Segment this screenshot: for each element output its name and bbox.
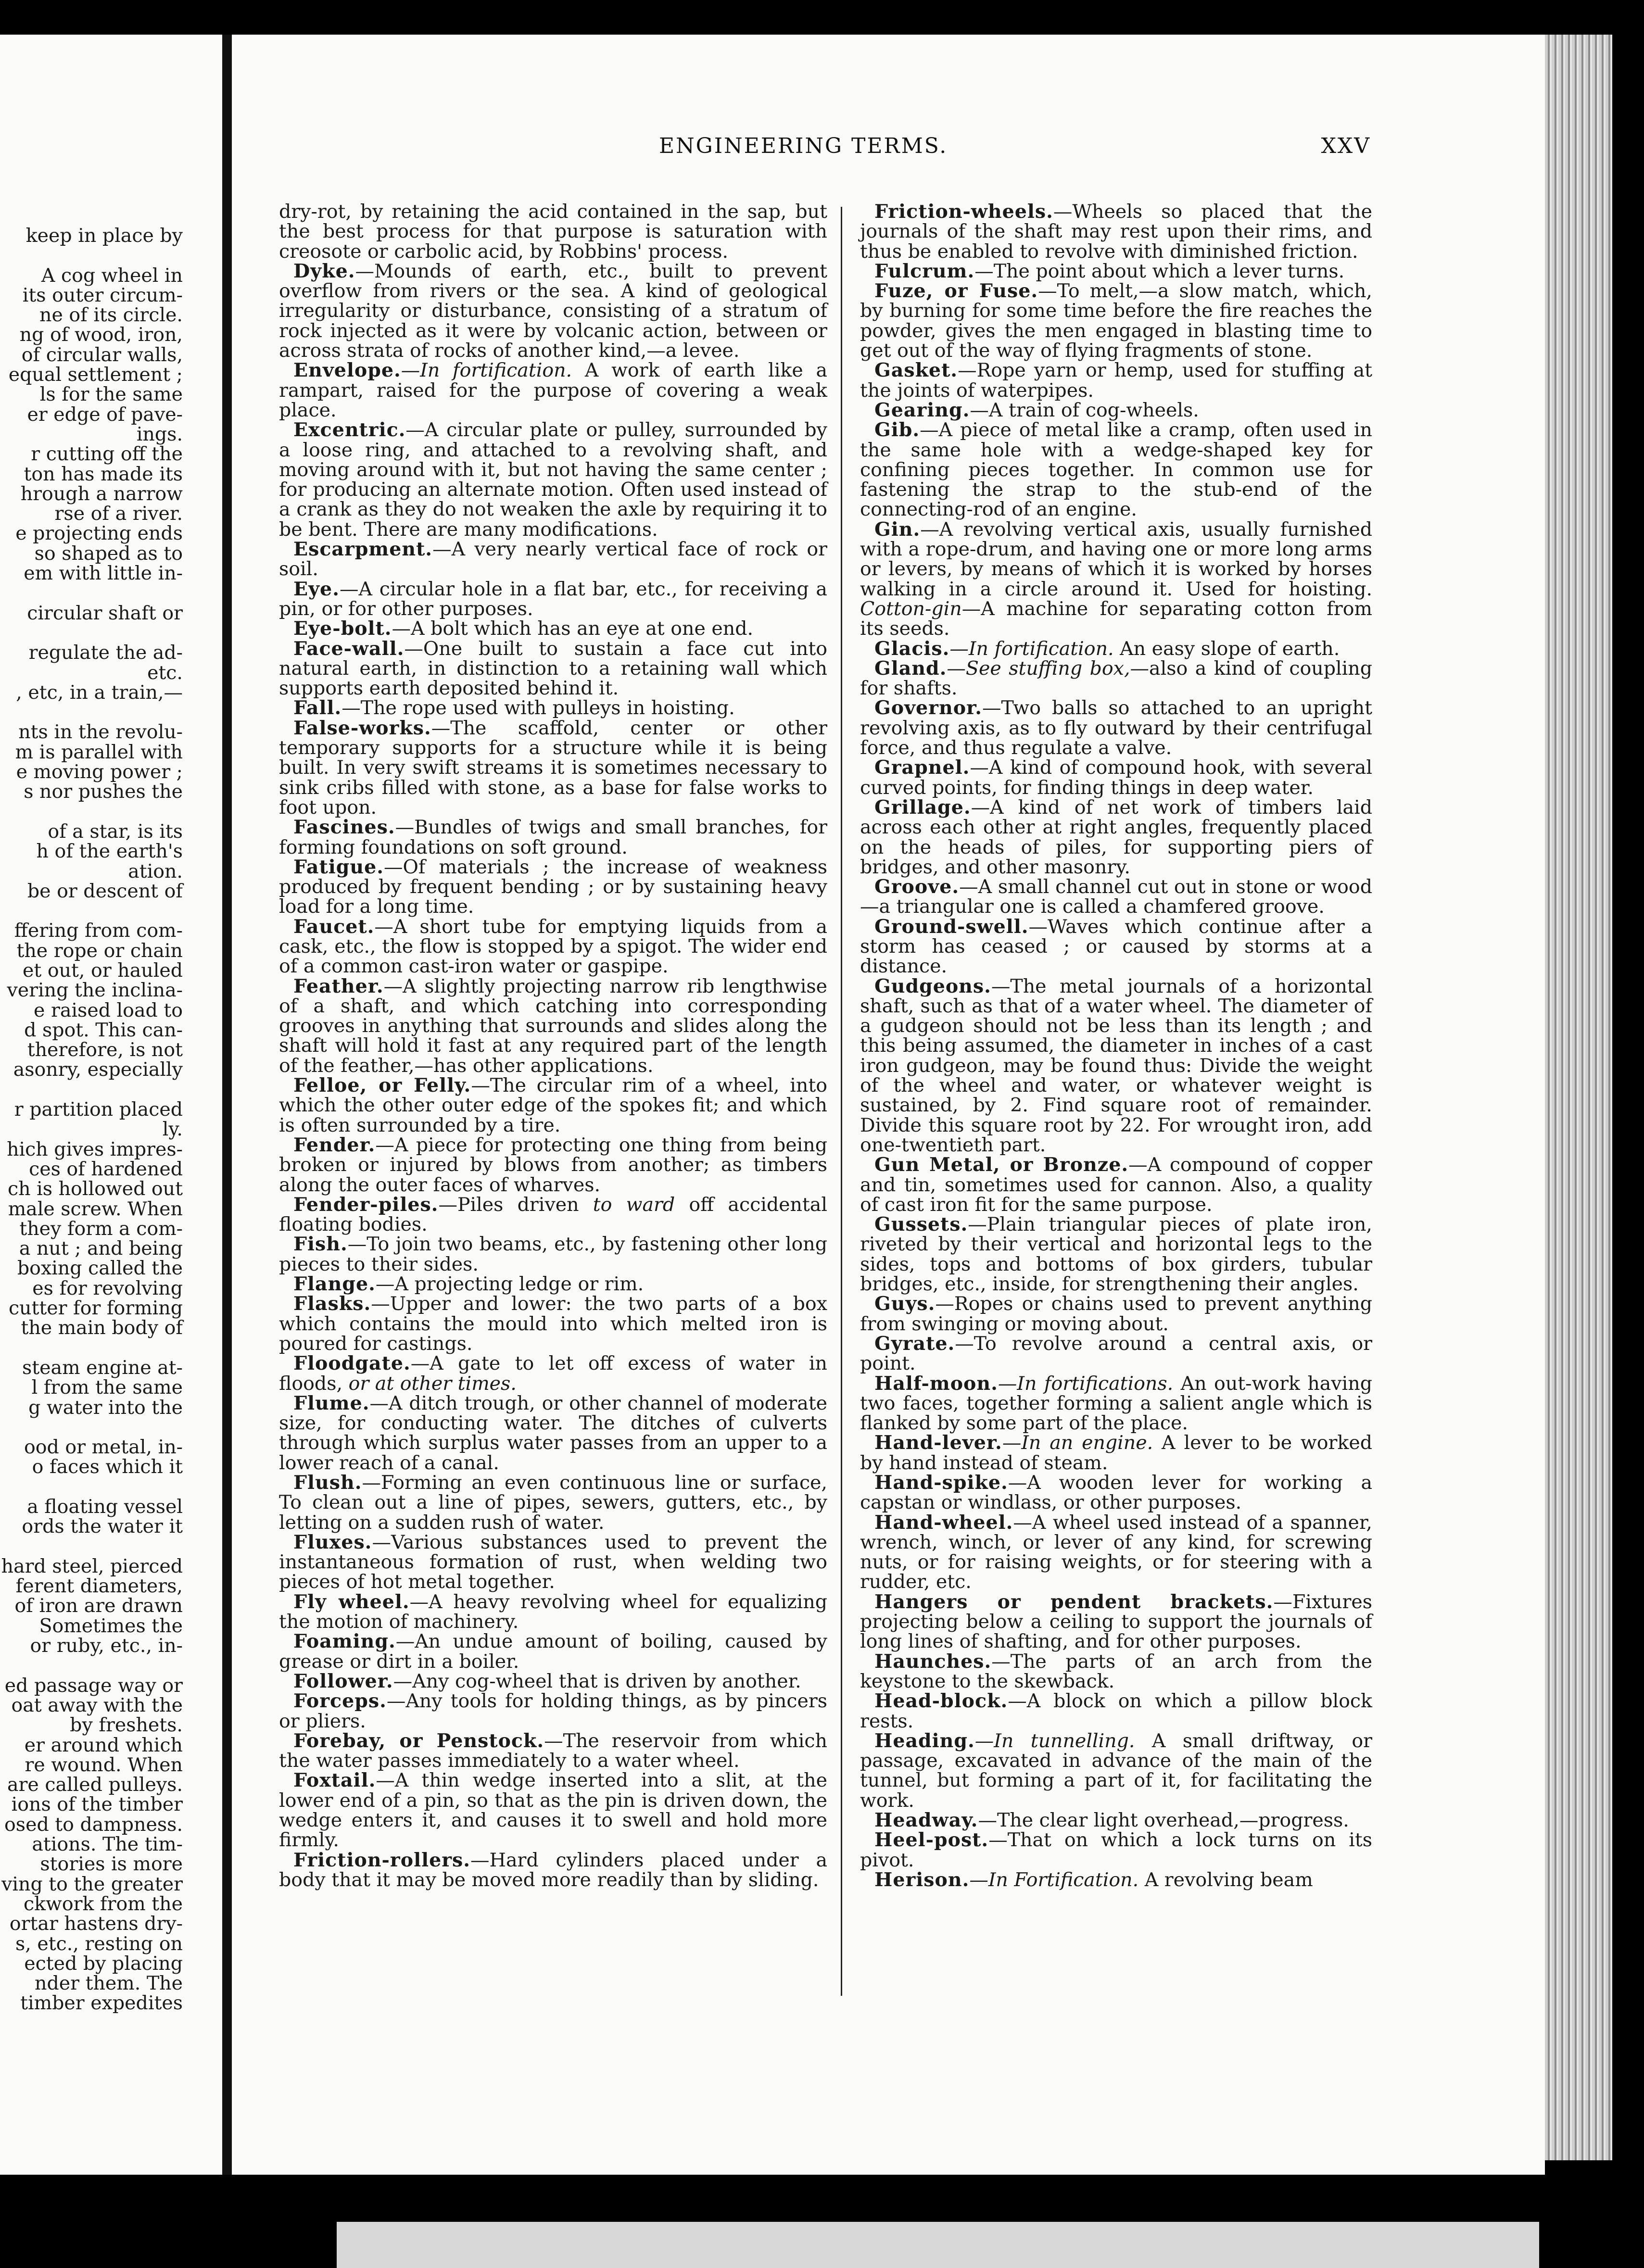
glossary-entry <box>860 917 1372 977</box>
header-title: ENGINEERING TERMS. <box>659 134 948 158</box>
entry-definition: —A block on which a pillow block rests. <box>860 1690 1372 1732</box>
facing-page-line <box>0 1656 183 1676</box>
facing-page-line: ckwork from the <box>23 1892 183 1915</box>
page-edges <box>1545 35 1612 2160</box>
glossary-entry <box>279 1672 827 1691</box>
entry-definition: —A wheel used instead of a spanner, wrench, winch, or lever of any kind, for screwing nuts, or for raising weights, or for steering with a rudder, etc. <box>860 1511 1372 1593</box>
entry-definition: —Wheels so placed that the journals of the shaft may rest upon their rims, and thus be enabled to revolve with diminished friction. <box>860 201 1372 263</box>
entry-definition: —Piles driven <box>438 1193 593 1216</box>
glossary-entry <box>860 977 1372 1156</box>
entry-definition: —A circular hole in a flat bar, etc., for receiving a pin, or for other purposes. <box>279 578 827 620</box>
glossary-entry <box>279 202 827 262</box>
facing-page-line: s nor pushes the <box>24 781 183 803</box>
entry-term: Hand-wheel. <box>874 1511 1013 1534</box>
entry-term: Half-moon. <box>874 1372 998 1395</box>
entry-term: Gasket. <box>874 359 958 382</box>
entry-term: Gland. <box>874 657 947 680</box>
glossary-entry <box>860 1830 1372 1870</box>
entry-definition: —Forming an even continuous line or surface, To clean out a line of pipes, sewers, gutters, etc., by letting on a sudden rush of water. <box>279 1472 827 1534</box>
glossary-entry <box>860 1433 1372 1473</box>
entry-definition: —A slightly projecting narrow rib lengthwise of a shaft, and which catching into corresponding grooves in anything that surrounds and slides along the shaft will hold it fast at any required part of the length of the feather,—has other applications. <box>279 975 827 1077</box>
entry-term: Forceps. <box>293 1690 387 1713</box>
glossary-entry <box>279 1135 827 1195</box>
facing-page-line: et out, or hauled <box>23 959 183 982</box>
entry-term: Eye. <box>293 578 340 600</box>
entry-term: Friction-rollers. <box>293 1849 471 1871</box>
entry-definition: —Various substances used to prevent the instantaneous formation of rust, when welding two pieces of hot metal together. <box>279 1531 827 1593</box>
facing-page-line <box>0 1080 183 1100</box>
glossary-entry <box>860 798 1372 877</box>
glossary-entry <box>279 1473 827 1533</box>
entry-term: Gib. <box>874 419 920 441</box>
entry-definition: —That on which a lock turns on its pivot. <box>860 1829 1372 1871</box>
entry-note: —In tunnelling. <box>974 1729 1135 1752</box>
facing-page-line: keep in place by <box>25 225 183 247</box>
facing-page-line: circular shaft or <box>27 602 183 624</box>
facing-page-line: er around which <box>24 1734 183 1756</box>
entry-definition: —One built to sustain a face cut into natural earth, in distinction to a retaining wall which supports earth deposited behind it. <box>279 637 827 700</box>
entry-term: Felloe, or Felly. <box>293 1074 471 1097</box>
entry-definition: —A small channel cut out in stone or wood—a triangular one is called a chamfered groove. <box>860 876 1372 918</box>
entry-definition: —Any cog-wheel that is driven by another. <box>393 1670 801 1692</box>
facing-page-line: nder them. The <box>35 1972 183 1995</box>
book-gutter <box>222 35 232 2175</box>
entry-note: —In fortifications. <box>998 1372 1174 1395</box>
entry-definition: An easy slope of earth. <box>1113 637 1340 660</box>
entry-definition: —Of materials ; the increase of weakness produced by frequent bending ; or by sustaining heavy load for a long time. <box>279 856 827 918</box>
facing-page-line: ected by placing <box>24 1952 183 1975</box>
facing-page-line <box>0 1418 183 1437</box>
glossary-entry <box>279 1235 827 1274</box>
glossary-entry <box>279 1294 827 1354</box>
facing-page-line: by freshets. <box>70 1714 183 1737</box>
glossary-entry <box>860 1374 1372 1434</box>
entry-term: Heading. <box>874 1729 975 1752</box>
glossary-entry <box>279 619 827 639</box>
glossary-entry <box>279 698 827 718</box>
facing-page-line: osed to dampness. <box>4 1813 183 1836</box>
entry-term: Friction-wheels. <box>874 201 1053 223</box>
entry-definition: —The circular rim of a wheel, into which the other outer edge of the spokes fit; and which is often surrounded by a tire. <box>279 1074 827 1136</box>
entry-term: Flange. <box>293 1273 376 1296</box>
facing-page-line: nts in the revolu- <box>18 721 183 743</box>
entry-term: Foaming. <box>293 1630 396 1653</box>
glossary-entry <box>860 1731 1372 1811</box>
entry-definition: —Waves which continue after a storm has ceased ; or caused by storms at a distance. <box>860 915 1372 978</box>
glossary-entry <box>279 580 827 619</box>
facing-page-line: they form a com- <box>19 1217 183 1240</box>
entry-note: —See stuffing box, <box>947 657 1130 680</box>
entry-definition: —Hard cylinders placed under a body that it may be moved more readily than by sliding. <box>279 1849 827 1891</box>
entry-definition: —To melt,—a slow match, which, by burning for some time before the fire reaches the powder, gives the men engaged in blasting time to get out of the way of flying fragments of stone. <box>860 280 1372 362</box>
entry-term: False-works. <box>293 717 431 739</box>
entry-term: Fascines. <box>293 816 395 839</box>
facing-page-line: be or descent of <box>27 880 183 902</box>
entry-definition: —A train of cog-wheels. <box>970 399 1199 421</box>
entry-term: Groove. <box>874 876 960 898</box>
facing-page-line: e projecting ends <box>15 522 183 545</box>
glossary-entry <box>860 1155 1372 1215</box>
entry-definition: dry-rot, by retaining the acid contained in the sap, but the best process for that purpose is saturation with creosote or carbolic acid, by Robbins' process. <box>279 201 827 263</box>
entry-definition: —Plain triangular pieces of plate iron, riveted by their vertical and horizontal legs to the sides, tops and bottoms of box girders, tubular bridges, etc., inside, for strengthening their angles. <box>860 1213 1372 1296</box>
facing-page-line: ed passage way or <box>4 1674 183 1697</box>
entry-term: Gudgeons. <box>874 975 991 997</box>
entry-definition: —Upper and lower: the two parts of a box which contains the mould into which melted iron is poured for castings. <box>279 1293 827 1355</box>
glossary-entry <box>279 1274 827 1294</box>
entry-term: Feather. <box>293 975 384 997</box>
glossary-entry <box>279 1533 827 1592</box>
entry-definition: off accidental floating bodies. <box>279 1193 827 1236</box>
entry-definition: —The metal journals of a horizontal shaft, such as that of a water wheel. The diameter of a gudgeon should not be less than its length ; and this being assumed, the diameter in inches of a cast iron gudgeon, may be found thus: Divide the weight of the wheel and water, or whatever weight is sustained, by 2. Find square root of remainder. Divide this square root by 22. For wrought iron, add one-twentieth part. <box>860 975 1372 1156</box>
entry-note: —In an engine. <box>1002 1432 1153 1454</box>
entry-definition: A revolving beam <box>1138 1868 1313 1891</box>
facing-page-line: g water into the <box>28 1396 183 1419</box>
entry-definition: —The point about which a lever turns. <box>974 260 1345 282</box>
facing-page-line: re wound. When <box>25 1753 183 1776</box>
facing-page-line: d spot. This can- <box>24 1019 183 1041</box>
facing-page-line: steam engine at- <box>22 1356 183 1379</box>
facing-page-line: , etc, in a train,— <box>16 681 183 704</box>
facing-page-line: rse of a river. <box>54 503 183 525</box>
entry-term: Heel-post. <box>874 1829 989 1852</box>
glossary-entry <box>860 877 1372 917</box>
facing-page-line: er edge of pave- <box>27 403 183 426</box>
facing-page-line: are called pulleys. <box>7 1774 183 1796</box>
entry-term: Follower. <box>293 1670 393 1692</box>
facing-page-line: regulate the ad- <box>28 642 183 664</box>
glossary-entry <box>279 1851 827 1890</box>
glossary-entry <box>860 1870 1372 1890</box>
entry-definition: —An undue amount of boiling, caused by grease or dirt in a boiler. <box>279 1630 827 1673</box>
facing-page-line <box>0 583 183 603</box>
facing-page-line: Sometimes the <box>39 1614 183 1637</box>
entry-term: Governor. <box>874 697 982 719</box>
glossary-entry <box>860 1334 1372 1374</box>
glossary-entry <box>860 401 1372 420</box>
facing-page-line <box>0 623 183 643</box>
glossary-entry <box>279 540 827 580</box>
entry-definition: —A kind of compound hook, with several curved points, for finding things in deep water. <box>860 756 1372 799</box>
entry-definition: —A short tube for emptying liquids from a cask, etc., the flow is stopped by a spigot. The wider end of a common cast-iron water or gaspipe. <box>279 915 827 978</box>
glossary-entry <box>860 1294 1372 1334</box>
entry-term: Faucet. <box>293 915 375 938</box>
glossary-entry <box>279 1731 827 1771</box>
entry-definition: —Two balls so attached to an upright revolving axis, as to fly outward by their centrifugal force, and thus regulate a valve. <box>860 697 1372 759</box>
facing-page-line: boxing called the <box>17 1257 183 1280</box>
entry-definition: —A revolving vertical axis, usually furnished with a rope-drum, and having one or more long arms or levers, by means of which it is worked by horses walking in a circle around it. Used for hoisting. <box>860 518 1372 600</box>
facing-page-line: ords the water it <box>22 1515 183 1538</box>
glossary-entry <box>860 1652 1372 1692</box>
glossary-entry <box>860 202 1372 262</box>
entry-definition: —The reservoir from which the water passes immediately to a water wheel. <box>279 1729 827 1772</box>
glossary-entry <box>279 262 827 361</box>
facing-page-line <box>0 1477 183 1497</box>
entry-term: Fuze, or Fuse. <box>874 280 1038 302</box>
column-left <box>279 202 827 1890</box>
facing-page-line: ions of the timber <box>11 1793 183 1816</box>
entry-definition: —A circular plate or pulley, surrounded by a loose ring, and attached to a revolving shaft, and moving around with it, but not having the same center ; for producing an alternate motion. Often used instead of a crank as they do not weaken the axle by requiring it to be bent. There are many modifications. <box>279 419 827 541</box>
facing-page-line: r partition placed <box>14 1098 183 1121</box>
entry-term: Hand-spike. <box>874 1472 1008 1494</box>
facing-page-line: A cog wheel in <box>41 264 183 287</box>
glossary-entry <box>860 1513 1372 1592</box>
glossary-entry <box>860 1473 1372 1513</box>
facing-page-line: of iron are drawn <box>14 1595 183 1617</box>
facing-page-line: a nut ; and being <box>19 1237 183 1260</box>
glossary-entry <box>279 1354 827 1394</box>
facing-page-line: ng of wood, iron, <box>19 324 183 346</box>
entry-term: Gun Metal, or Bronze. <box>874 1154 1129 1176</box>
facing-page-line: oat away with the <box>11 1694 183 1716</box>
entry-term: Fly wheel. <box>293 1590 410 1613</box>
facing-page-line: e raised load to <box>34 999 183 1021</box>
facing-page-line: r cutting off the <box>31 443 183 466</box>
entry-term: Fish. <box>293 1233 348 1256</box>
entry-definition: —A piece of metal like a cramp, often used in the same hole with a wedge-shaped key for confining pieces together. In common use for fastening the strap to the stub-end of the connecting-rod of an engine. <box>860 419 1372 521</box>
entry-term: Fender-piles. <box>293 1193 439 1216</box>
facing-page-line: etc. <box>147 661 183 684</box>
facing-page-line: timber expedites <box>20 1992 183 2015</box>
glossary-entry <box>279 818 827 857</box>
entry-definition: —A very nearly vertical face of rock or soil. <box>279 538 827 580</box>
entry-definition: —A machine for separating cotton from its seeds. <box>860 597 1372 640</box>
glossary-entry <box>860 1811 1372 1830</box>
facing-page-line: so shaped as to <box>34 542 183 565</box>
facing-page-line: equal settlement ; <box>8 364 183 386</box>
glossary-entry <box>860 639 1372 659</box>
facing-page-line: cutter for forming <box>8 1297 183 1320</box>
entry-definition: —The rope used with pulleys in hoisting. <box>341 697 735 719</box>
glossary-entry <box>279 420 827 540</box>
glossary-entry <box>860 1691 1372 1731</box>
entry-term: Envelope. <box>293 359 401 382</box>
facing-page-line: ings. <box>136 423 183 445</box>
facing-page-line: a floating vessel <box>27 1496 183 1518</box>
entry-term: Herison. <box>874 1868 970 1891</box>
glossary-entry <box>279 639 827 699</box>
facing-page-line: e moving power ; <box>16 761 183 783</box>
facing-page-line: m is parallel with <box>15 741 183 763</box>
entry-term: Head-block. <box>874 1690 1008 1713</box>
entry-term: Gussets. <box>874 1213 968 1236</box>
facing-page-line: of circular walls, <box>21 343 183 366</box>
entry-definition: —A bolt which has an eye at one end. <box>392 617 754 640</box>
entry-note: to ward <box>593 1193 675 1216</box>
glossary-entry <box>860 1215 1372 1294</box>
glossary-entry <box>279 1592 827 1632</box>
entry-term: Gearing. <box>874 399 970 421</box>
glossary-entry <box>279 857 827 917</box>
entry-definition: —Mounds of earth, etc., built to prevent overflow from rivers or the sea. A kind of geological irregularity or disturbance, consisting of a stratum of rock injected as it were by volcanic action, between or across strata of rocks of another kind,—a levee. <box>279 260 827 362</box>
facing-page-line: ortar hastens dry- <box>9 1913 183 1935</box>
facing-page-line: ls for the same <box>39 383 183 406</box>
entry-note: —In fortification. <box>949 637 1114 660</box>
entry-definition: —also a kind of coupling for shafts. <box>860 657 1373 700</box>
facing-page-line: ations. The tim- <box>32 1833 183 1856</box>
entry-definition: —A compound of copper and tin, sometimes used for cannon. Also, a quality of cast iron fit for the same purpose. <box>860 1154 1372 1216</box>
entry-term: Gin. <box>874 518 921 541</box>
facing-page-line: ly. <box>162 1118 183 1141</box>
facing-page-line: stories is more <box>40 1853 183 1876</box>
entry-term: Excentric. <box>293 419 406 441</box>
entry-term: Haunches. <box>874 1650 992 1673</box>
glossary-entry <box>279 718 827 818</box>
facing-page <box>0 35 222 2175</box>
facing-page-line: asonry, especially <box>13 1058 183 1081</box>
facing-page-line: ood or metal, in- <box>24 1436 183 1459</box>
entry-definition: —A piece for protecting one thing from being broken or injured by blows from another; as timbers along the outer faces of wharves. <box>279 1134 827 1196</box>
facing-page-line: s, etc., resting on <box>15 1932 183 1955</box>
entry-term: Gyrate. <box>874 1332 955 1355</box>
facing-page-line: ation. <box>128 860 183 882</box>
glossary-entry <box>279 1076 827 1135</box>
facing-page-line: the main body of <box>21 1317 183 1339</box>
entry-definition: —A kind of net work of timbers laid across each other at right angles, frequently placed on the heads of piles, for supporting piers of bridges, and other masonry. <box>860 796 1372 878</box>
glossary-entry <box>279 977 827 1076</box>
glossary-entry <box>279 361 827 420</box>
entry-definition: —Bundles of twigs and small branches, for forming foundations on soft ground. <box>279 816 827 858</box>
facing-page-line: ces of hardened <box>29 1158 183 1180</box>
facing-page-line <box>0 1338 183 1358</box>
glossary-entry <box>279 917 827 977</box>
glossary-entry <box>860 698 1372 758</box>
entry-term: Ground-swell. <box>874 915 1029 938</box>
facing-page-line <box>0 1537 183 1557</box>
entry-term: Dyke. <box>293 260 355 282</box>
facing-page-line: ferent diameters, <box>15 1575 183 1598</box>
entry-note: Cotton-gin <box>860 597 962 620</box>
running-header <box>659 134 1371 163</box>
entry-definition: —Rope yarn or hemp, used for stuffing at the joints of waterpipes. <box>860 359 1372 402</box>
facing-page-line: male screw. When <box>8 1197 183 1220</box>
facing-page-line: ffering from com- <box>14 920 183 942</box>
entry-definition: —A ditch trough, or other channel of moderate size, for conducting water. The ditches of culverts through which surplus water passes from an upper to a lower reach of a canal. <box>279 1392 827 1474</box>
entry-term: Fluxes. <box>293 1531 372 1553</box>
facing-page-line: of a star, is its <box>48 820 183 843</box>
entry-definition: —Any tools for holding things, as by pincers or pliers. <box>279 1690 827 1732</box>
entry-term: Forebay, or Penstock. <box>293 1729 544 1752</box>
entry-term: Glacis. <box>874 637 950 660</box>
facing-page-line: em with little in- <box>24 562 183 585</box>
facing-page-line: l from the same <box>31 1376 183 1399</box>
glossary-entry <box>860 520 1372 639</box>
facing-page-line: the rope or chain <box>16 939 183 962</box>
entry-term: Grapnel. <box>874 756 970 779</box>
column-right <box>860 202 1372 1890</box>
entry-term: Fulcrum. <box>874 260 975 282</box>
facing-page-line <box>0 901 183 921</box>
entry-term: Fatigue. <box>293 856 384 878</box>
entry-definition: —The parts of an arch from the keystone to the skewback. <box>860 1650 1372 1692</box>
entry-note: —In Fortification. <box>969 1868 1139 1891</box>
facing-page-line: ving to the greater <box>1 1873 183 1895</box>
entry-definition: —To join two beams, etc., by fastening other long pieces to their sides. <box>279 1233 827 1275</box>
entry-definition: —A heavy revolving wheel for equalizing the motion of machinery. <box>279 1590 827 1633</box>
entry-definition: A work of earth like a rampart, raised for the purpose of covering a weak place. <box>279 359 827 421</box>
entry-term: Escarpment. <box>293 538 433 561</box>
glossary-entry <box>860 758 1372 798</box>
entry-definition: An out-work having two faces, together forming a salient angle which is flanked by some part of the place. <box>860 1372 1372 1435</box>
facing-page-line: o faces which it <box>32 1456 183 1478</box>
entry-definition: A lever to be worked by hand instead of steam. <box>860 1432 1373 1474</box>
facing-page-line: its outer circum- <box>22 284 183 306</box>
entry-definition: A small driftway, or passage, excavated in advance of the main of the tunnel, but forming a part of it, for facilitating the work. <box>860 1729 1372 1812</box>
facing-page-line: hrough a narrow <box>20 482 183 505</box>
entry-term: Headway. <box>874 1809 978 1832</box>
entry-note: or at other times. <box>348 1372 517 1395</box>
entry-definition: —The scaffold, center or other temporary supports for a structure while it is being built. In very swift streams it is sometimes necessary to sink cribs filled with stone, as a base for false works to foot upon. <box>279 717 827 819</box>
glossary-entry <box>279 1632 827 1672</box>
entry-definition: —To revolve around a central axis, or point. <box>860 1332 1372 1375</box>
entry-term: Floodgate. <box>293 1352 411 1375</box>
facing-page-line: hich gives impres- <box>7 1138 183 1160</box>
facing-page-line: therefore, is not <box>27 1039 183 1061</box>
entry-term: Guys. <box>874 1293 936 1315</box>
entry-term: Eye-bolt. <box>293 617 392 640</box>
glossary-entry <box>279 1691 827 1731</box>
facing-page-line: or ruby, etc., in- <box>30 1635 183 1657</box>
facing-page-line: h of the earth's <box>36 840 183 863</box>
facing-page-line: hard steel, pierced <box>1 1555 183 1577</box>
glossary-entry <box>279 1771 827 1850</box>
entry-term: Grillage. <box>874 796 971 819</box>
entry-definition: —A gate to let off excess of water in floods, <box>279 1352 827 1395</box>
glossary-entry <box>860 281 1372 361</box>
entry-definition: —Ropes or chains used to prevent anything from swinging or moving about. <box>860 1293 1372 1335</box>
glossary-entry <box>860 262 1372 281</box>
facing-page-line <box>0 246 183 265</box>
entry-term: Face-wall. <box>293 637 405 660</box>
facing-page-line <box>0 703 183 722</box>
entry-definition: —Fixtures projecting below a ceiling to support the journals of long lines of shafting, and for other purposes. <box>860 1590 1372 1653</box>
column-divider <box>841 207 842 1996</box>
entry-term: Fender. <box>293 1134 376 1156</box>
facing-page-line: ch is hollowed out <box>8 1178 183 1200</box>
entry-term: Flume. <box>293 1392 370 1414</box>
facing-page-line: ton has made its <box>24 463 183 485</box>
facing-page-line: es for revolving <box>32 1277 183 1299</box>
entry-term: Fall. <box>293 697 342 719</box>
scan-edge <box>337 2222 1539 2268</box>
glossary-entry <box>860 420 1372 519</box>
facing-page-line: ne of its circle. <box>39 304 183 327</box>
entry-definition: —The clear light overhead,—progress. <box>978 1809 1349 1832</box>
glossary-entry <box>860 1592 1372 1652</box>
entry-term: Hangers or pendent brackets. <box>874 1590 1274 1613</box>
entry-term: Flasks. <box>293 1293 371 1315</box>
entry-definition: —A projecting ledge or rim. <box>375 1273 644 1296</box>
entry-term: Foxtail. <box>293 1769 376 1792</box>
facing-page-line: vering the inclina- <box>7 979 183 1002</box>
entry-note: —In fortification. <box>401 359 572 382</box>
facing-page-text <box>0 226 183 2014</box>
facing-page-line <box>0 802 183 822</box>
entry-term: Hand-lever. <box>874 1432 1002 1454</box>
entry-definition: —A wooden lever for working a capstan or windlass, or other purposes. <box>860 1472 1372 1514</box>
glossary-entry <box>860 361 1372 401</box>
glossary-entry <box>860 659 1372 699</box>
entry-term: Flush. <box>293 1472 362 1494</box>
glossary-entry <box>279 1195 827 1235</box>
entry-definition: —A thin wedge inserted into a slit, at the lower end of a pin, so that as the pin is driven down, the wedge enters it, and causes it to swell and hold more firmly. <box>279 1769 827 1852</box>
glossary-entry <box>279 1394 827 1473</box>
page-number: XXV <box>1321 134 1371 158</box>
